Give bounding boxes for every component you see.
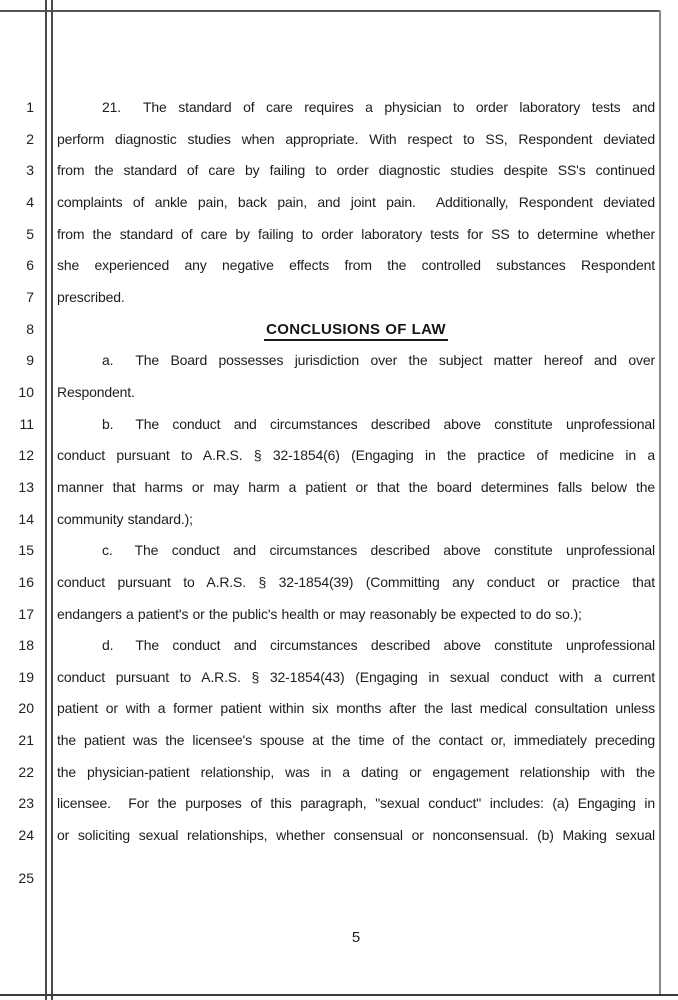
document-line-row: [0, 504, 660, 536]
line-number: 12: [18, 447, 34, 464]
document-line-row: [0, 219, 660, 251]
document-line-row: [0, 155, 660, 187]
line-text: community standard.);: [57, 510, 193, 527]
line-number: 1: [26, 99, 34, 115]
document-line-row: [0, 599, 660, 631]
line-text: the patient was the licensee's spouse at the time of the contact or, immediately preceding: [57, 732, 655, 749]
line-text: [57, 852, 655, 884]
line-text: licensee. For the purposes of this paragraph, "sexual conduct" includes: (a) Engaging in: [57, 795, 655, 812]
document-line-row: [0, 250, 660, 282]
line-number: 10: [18, 383, 34, 400]
line-number: 22: [18, 763, 34, 780]
line-text: conduct pursuant to A.R.S. § 32-1854(6) (Engaging in the practice of medicine in a: [57, 447, 655, 464]
line-number: 20: [18, 700, 34, 717]
line-number: 24: [18, 827, 34, 844]
document-line-row: [0, 124, 660, 156]
line-number: 25: [18, 870, 34, 887]
line-text: Respondent.: [57, 383, 135, 400]
line-text: she experienced any negative effects from the controlled substances Respondent: [57, 257, 655, 274]
document-line-row: [0, 788, 660, 820]
line-text: patient or with a former patient within six months after the last medical consultation unless: [57, 700, 655, 717]
document-line-row: [0, 409, 660, 441]
line-number: 15: [18, 542, 34, 559]
document-line-row: [0, 567, 660, 599]
bottom-rule: [0, 994, 678, 996]
line-number: 19: [18, 668, 34, 685]
paragraph-marker: d.: [102, 637, 114, 654]
document-line-row: [0, 757, 660, 789]
line-number: 16: [18, 573, 34, 590]
document-line-row: [0, 282, 660, 314]
line-number: 21: [18, 732, 34, 749]
document-line-row: [0, 187, 660, 219]
line-text: manner that harms or may harm a patient or that the board determines falls below the: [57, 478, 655, 495]
document-line-row: [0, 693, 660, 725]
document-line-row: [0, 92, 660, 124]
line-text: b. The conduct and circumstances described above constitute unprofessional: [102, 415, 655, 432]
document-line-row: [0, 662, 660, 694]
line-text: 21. The standard of care requires a physician to order laboratory tests and: [102, 99, 655, 115]
line-number: 9: [26, 352, 34, 369]
line-text: c. The conduct and circumstances described above constitute unprofessional: [102, 542, 655, 559]
paragraph-marker: a.: [102, 352, 114, 369]
line-number: 5: [26, 225, 34, 242]
line-text: conduct pursuant to A.R.S. § 32-1854(43) (Engaging in sexual conduct with a current: [57, 668, 655, 685]
top-rule: [0, 10, 660, 12]
line-text: a. The Board possesses jurisdiction over the subject matter hereof and over: [102, 352, 655, 369]
line-number: 4: [26, 193, 34, 210]
line-text: d. The conduct and circumstances described above constitute unprofessional: [102, 637, 655, 654]
document-line-row: [0, 345, 660, 377]
line-text: complaints of ankle pain, back pain, and joint pain. Additionally, Respondent deviated: [57, 193, 655, 210]
document-line-row: [0, 820, 660, 852]
document-line-row: [0, 314, 660, 346]
line-number: 23: [18, 795, 34, 812]
paragraph-marker: b.: [102, 415, 114, 432]
document-body: [0, 92, 660, 887]
line-number: 13: [18, 478, 34, 495]
line-text: from the standard of care by failing to order diagnostic studies despite SS's continued: [57, 162, 655, 179]
document-line-row: [0, 725, 660, 757]
paragraph-marker: 21.: [102, 99, 122, 115]
line-text: conduct pursuant to A.R.S. § 32-1854(39) (Committing any conduct or practice that: [57, 573, 655, 590]
line-number: 17: [18, 605, 34, 622]
document-line-row: [0, 377, 660, 409]
document-line-row: [0, 472, 660, 504]
line-number: 11: [19, 415, 34, 432]
line-number: 6: [26, 257, 34, 274]
line-text: prescribed.: [57, 288, 125, 305]
line-text: from the standard of care by failing to order laboratory tests for SS to determine whether: [57, 225, 655, 242]
line-number: 2: [26, 130, 34, 147]
document-line-row: [0, 852, 660, 887]
section-heading-text: CONCLUSIONS OF LAW: [264, 321, 448, 341]
line-number: 18: [18, 637, 34, 654]
line-text: perform diagnostic studies when appropriate. With respect to SS, Respondent deviated: [57, 130, 655, 147]
line-number: 8: [26, 320, 34, 337]
section-heading: [57, 314, 655, 346]
line-number: 3: [26, 162, 34, 179]
document-line-row: [0, 630, 660, 662]
line-text: the physician-patient relationship, was in a dating or engagement relationship with the: [57, 763, 655, 780]
document-line-row: [0, 535, 660, 567]
line-text: or soliciting sexual relationships, whether consensual or nonconsensual. (b) Making sexual: [57, 827, 655, 844]
page-number: 5: [351, 929, 361, 946]
line-text: endangers a patient's or the public's health or may reasonably be expected to do so.);: [57, 605, 582, 622]
line-number: 14: [18, 510, 34, 527]
document-line-row: [0, 440, 660, 472]
line-number: 7: [26, 288, 34, 305]
paragraph-marker: c.: [102, 542, 113, 559]
